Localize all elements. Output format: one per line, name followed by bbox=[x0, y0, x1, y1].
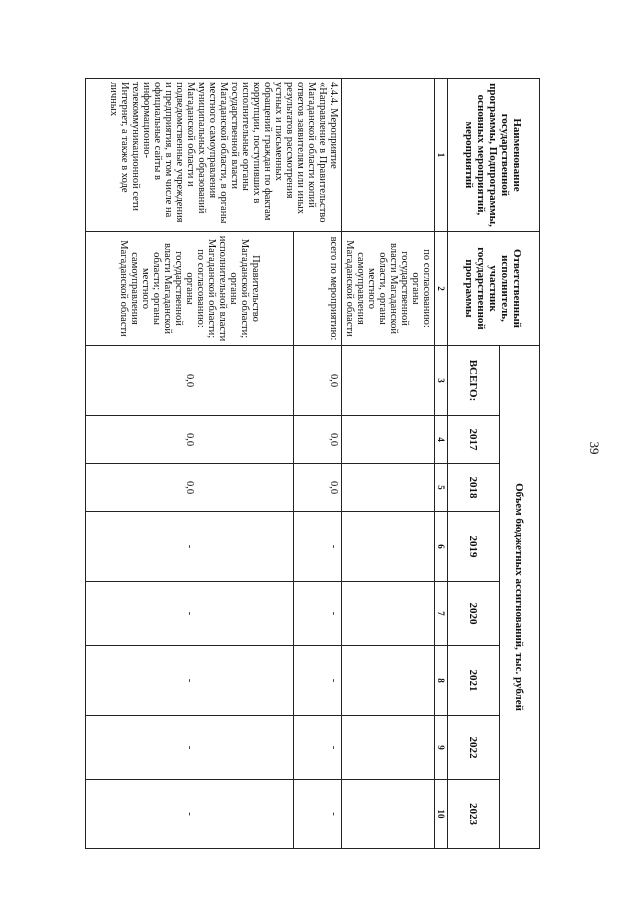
row-value: - bbox=[86, 780, 294, 849]
header-executor: Ответственный исполнитель, участник государственной программы bbox=[448, 232, 540, 346]
row-executor: по согласованию: органы государственной власти Магаданской области, органы местного самоуправления Магаданской области bbox=[342, 232, 435, 346]
budget-table bbox=[85, 78, 540, 849]
row-value: - bbox=[294, 716, 342, 780]
col-number: 7 bbox=[435, 582, 448, 646]
header-year: 2023 bbox=[448, 780, 500, 849]
row-value bbox=[342, 346, 435, 416]
row-value: - bbox=[294, 780, 342, 849]
header-year: 2019 bbox=[448, 512, 500, 582]
col-number: 5 bbox=[435, 464, 448, 512]
row-executor: Правительство Магаданской области; органы исполнительной власти Магаданской области; по согласованию: органы государственной власти Магаданской области; органы местного самоуправления Магаданской области bbox=[86, 232, 294, 346]
row-value: 0,0 bbox=[86, 464, 294, 512]
header-year: 2020 bbox=[448, 582, 500, 646]
row-value: - bbox=[86, 582, 294, 646]
header-year: 2022 bbox=[448, 716, 500, 780]
row-value: 0,0 bbox=[86, 346, 294, 416]
header-total: ВСЕГО: bbox=[448, 346, 500, 416]
row-name bbox=[342, 79, 435, 232]
row-value bbox=[342, 416, 435, 464]
col-number: 9 bbox=[435, 716, 448, 780]
col-number: 4 bbox=[435, 416, 448, 464]
row-value: 0,0 bbox=[294, 416, 342, 464]
row-value bbox=[342, 582, 435, 646]
row-name: 4.4.4. Мероприятие «Направление в Правительство Магаданской области копий ответов заявителям или иных результатов рассмотрения устных и письменных обращений граждан по фактам коррупции, поступивших в исполнительные органы государственной власти Магаданской области, в органы местного самоуправления муниципальных образований Магаданской области и подведомственные учреждения и предприятия, в том числе на официальные сайты в информационно-телекоммуникационной сети Интернет, а также в ходе личных bbox=[86, 79, 342, 232]
header-year: 2021 bbox=[448, 646, 500, 716]
header-year: 2017 bbox=[448, 416, 500, 464]
row-value bbox=[342, 716, 435, 780]
row-value: - bbox=[294, 582, 342, 646]
page-number: 39 bbox=[587, 441, 602, 455]
row-value: 0,0 bbox=[294, 346, 342, 416]
col-number: 3 bbox=[435, 346, 448, 416]
table-row bbox=[294, 79, 342, 849]
row-value bbox=[342, 512, 435, 582]
rotated-table-wrapper bbox=[85, 78, 540, 848]
header-name: Наименование государственной программы, Подпрограммы, основных мероприятий, мероприятий bbox=[448, 79, 540, 232]
table-row bbox=[342, 79, 435, 849]
header-budget: Объем бюджетных ассигнований, тыс. рублей bbox=[500, 346, 540, 849]
row-value bbox=[342, 464, 435, 512]
col-number: 1 bbox=[435, 79, 448, 232]
row-value: 0,0 bbox=[294, 464, 342, 512]
row-value: 0,0 bbox=[86, 416, 294, 464]
row-value: - bbox=[86, 512, 294, 582]
row-value bbox=[342, 646, 435, 716]
col-number: 2 bbox=[435, 232, 448, 346]
row-value: - bbox=[86, 646, 294, 716]
header-year: 2018 bbox=[448, 464, 500, 512]
row-value bbox=[342, 780, 435, 849]
row-executor: всего по мероприятию: bbox=[294, 232, 342, 346]
col-number: 6 bbox=[435, 512, 448, 582]
col-number: 8 bbox=[435, 646, 448, 716]
row-value: - bbox=[294, 646, 342, 716]
col-number: 10 bbox=[435, 780, 448, 849]
row-value: - bbox=[86, 716, 294, 780]
row-value: - bbox=[294, 512, 342, 582]
